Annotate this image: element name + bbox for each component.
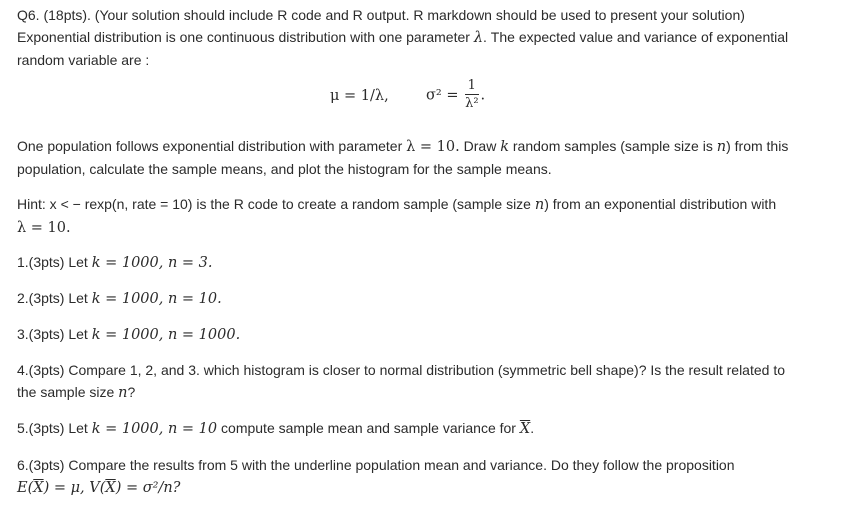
q6-line2-a: Exponential distribution is one continuous distribution with one parameter bbox=[17, 29, 474, 45]
item-5-end: . bbox=[530, 420, 535, 436]
n-symbol: n bbox=[716, 139, 727, 155]
x-bar-symbol: $\overline{X}$ bbox=[33, 480, 44, 496]
eq-part-a: E( bbox=[17, 480, 34, 496]
population-text-2: Draw bbox=[459, 138, 501, 154]
hint-text-1: Hint: x < − rexp(n, rate = 10) is the R code to create a random sample (sample size bbox=[17, 196, 535, 212]
eq-part-b: ) = μ, V( bbox=[43, 480, 106, 496]
x-bar-symbol: $\overline{X}$ bbox=[105, 480, 116, 496]
item-5-text: compute sample mean and sample variance for bbox=[217, 420, 520, 436]
x-bar-symbol: $\overline{X}$ bbox=[519, 421, 531, 437]
variance-fraction bbox=[465, 78, 478, 113]
item-2 bbox=[17, 287, 827, 310]
n-symbol: n bbox=[118, 385, 128, 401]
item-5-math: k = 1000, n = 10 bbox=[91, 421, 218, 437]
population-text-3: random samples (sample size is bbox=[509, 138, 717, 154]
hint-paragraph bbox=[17, 193, 827, 239]
q6-intro bbox=[17, 4, 827, 71]
variance-equation bbox=[426, 78, 485, 113]
q6-title-line: Q6. (18pts). (Your solution should include R code and R output. R markdown should be used to present your solution) bbox=[17, 7, 745, 23]
mean-equation: μ = 1/λ, bbox=[330, 88, 389, 104]
population-line-2: population, calculate the sample means, and plot the histogram for the sample means. bbox=[17, 161, 552, 177]
item-5 bbox=[17, 417, 827, 440]
n-symbol: n bbox=[534, 197, 545, 213]
item-1-label: 1.(3pts) Let bbox=[17, 254, 92, 270]
fraction-numerator: 1 bbox=[465, 78, 478, 95]
item-4 bbox=[17, 359, 827, 404]
fraction-denominator: λ² bbox=[465, 96, 479, 111]
q6-line2-b: . The expected value and variance of exponential bbox=[483, 29, 789, 45]
item-1 bbox=[17, 251, 827, 274]
lambda-symbol: λ bbox=[473, 30, 484, 46]
item-4-line-2a: the sample size bbox=[17, 384, 119, 400]
hint-lambda-equation: λ = 10. bbox=[17, 220, 71, 236]
item-2-label: 2.(3pts) Let bbox=[17, 290, 92, 306]
k-symbol: k bbox=[500, 139, 509, 155]
proposition-equation bbox=[17, 480, 180, 496]
item-6 bbox=[17, 454, 827, 499]
population-text-4: ) from this bbox=[726, 138, 789, 154]
item-2-math: k = 1000, n = 10. bbox=[91, 291, 222, 307]
population-paragraph bbox=[17, 135, 827, 180]
hint-text-2: ) from an exponential distribution with bbox=[544, 196, 777, 212]
item-5-label: 5.(3pts) Let bbox=[17, 420, 92, 436]
item-6-line-1: 6.(3pts) Compare the results from 5 with the underline population mean and variance. Do they follow the proposition bbox=[17, 457, 735, 473]
population-text-1: One population follows exponential distribution with parameter bbox=[17, 138, 407, 154]
item-3-math: k = 1000, n = 1000. bbox=[91, 327, 241, 343]
equation-end: . bbox=[480, 87, 486, 104]
variance-lhs: σ² = bbox=[426, 87, 459, 104]
item-1-math: k = 1000, n = 3. bbox=[91, 255, 213, 271]
q6-line3: random variable are : bbox=[17, 52, 150, 68]
item-3 bbox=[17, 323, 827, 346]
item-4-line-2b: ? bbox=[127, 384, 136, 400]
item-3-label: 3.(3pts) Let bbox=[17, 326, 92, 342]
display-equation bbox=[0, 78, 844, 114]
eq-part-c: ) = σ²/n? bbox=[115, 480, 181, 496]
item-4-line-1: 4.(3pts) Compare 1, 2, and 3. which histogram is closer to normal distribution (symmetric bell shape)? Is the result related to bbox=[17, 362, 785, 378]
lambda-equation: λ = 10. bbox=[406, 139, 460, 155]
